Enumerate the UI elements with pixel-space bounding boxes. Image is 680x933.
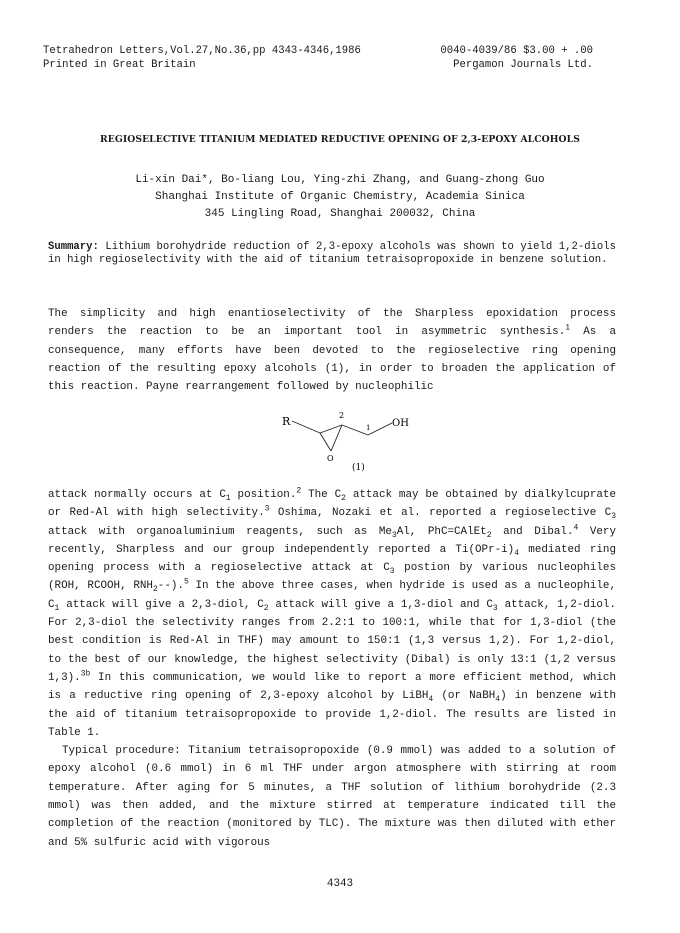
text: ) in benzene with the aid of titanium tetraisopropoxide to provide 1,2-diol. The results are listed in Table 1. xyxy=(48,690,616,739)
subscript: 4 xyxy=(428,695,434,705)
epoxide-oxygen-label: O xyxy=(327,454,334,463)
subscript: 4 xyxy=(514,549,520,559)
epoxy-alcohol-structure xyxy=(280,405,430,475)
text: attack with organoaluminium reagents, such as Me xyxy=(48,525,392,538)
address: 345 Lingling Road, Shanghai 200032, China xyxy=(204,208,476,220)
compound-number: (1) xyxy=(352,463,365,473)
affiliation: Shanghai Institute of Organic Chemistry, Academia Sinica xyxy=(155,191,525,203)
text: (or NaBH xyxy=(433,690,496,703)
journal-header xyxy=(43,44,593,72)
citation-ref[interactable]: 2 xyxy=(296,486,302,496)
summary xyxy=(48,241,616,266)
subscript: 4 xyxy=(495,695,501,705)
text: and Dibal. xyxy=(491,525,574,538)
article-title: REGIOSELECTIVE TITANIUM MEDIATED REDUCTIVE OPENING OF 2,3-EPOXY ALCOHOLS xyxy=(100,134,580,145)
text: postion by various nucleophiles (ROH, RCOOH, RNH xyxy=(48,562,616,593)
subscript: 2 xyxy=(152,585,158,595)
text: In the above three cases, when hydride is used as a nucleophile, C xyxy=(48,580,616,611)
text: --). xyxy=(157,580,184,593)
hydroxyl-label: OH xyxy=(392,418,409,429)
text: Very recently, Sharpless and our group independently reported a Ti(OPr-i) xyxy=(48,525,616,556)
subscript: 3 xyxy=(389,567,395,577)
intro-text: The simplicity and high enantioselectivity of the Sharpless epoxidation process renders the reaction to be an important tool in asymmetric synthesis. xyxy=(48,308,616,339)
subscript: 3 xyxy=(492,603,498,613)
citation-ref[interactable]: 5 xyxy=(183,577,189,587)
text: The C xyxy=(301,489,342,501)
text: attack will give a 1,3-diol and C xyxy=(268,598,493,611)
subscript: 2 xyxy=(263,603,269,613)
author-block xyxy=(0,172,680,223)
text: attack will give a 2,3-diol, C xyxy=(59,598,264,611)
intro-text-cont: As a consequence, many efforts have been devoted to the regioselective ring opening reaction of the resulting epoxy alcohols (1), in order to broaden the application of this reaction. Payne rearrangement followed by nucleophilic xyxy=(48,326,616,394)
citation-ref[interactable]: 3 xyxy=(264,504,270,514)
text: In this communication, we would like to report a more efficient method, which is a reductive ring opening of 2,3-epoxy alcohol by LiBH xyxy=(48,671,616,703)
carbon-2-label: 2 xyxy=(339,411,345,420)
citation-ref[interactable]: 3b xyxy=(80,669,91,679)
text: mediated ring opening process with a regioselective attack at C xyxy=(48,543,616,575)
publisher: Pergamon Journals Ltd. xyxy=(453,59,593,71)
r-group-label: R xyxy=(282,415,291,428)
paragraph-intro xyxy=(48,305,616,396)
text: attack may be obtained by dialkylcuprate or Red-Al with high selectivity. xyxy=(48,489,616,520)
text: Oshima, Nozaki et al. reported a regioselective C xyxy=(269,507,612,520)
summary-text: Lithium borohydride reduction of 2,3-epoxy alcohols was shown to yield 1,2-diols in high regioselectivity with the aid of titanium tetraisopropoxide in benzene solution. xyxy=(48,241,616,266)
text: attack, 1,2-diol. For 2,3-diol the selectivity ranges from 2.2:1 to 100:1, while that for 1,3-diol (the best condition is Red-Al in THF) may amount to 150:1 (1,3 versus 1,2). For 1,2-diol, to the best of our knowledge, the highest selectivity (Dibal) is only 13:1 (1,2 versus 1,3). xyxy=(48,598,616,684)
citation-ref[interactable]: 1 xyxy=(565,323,571,333)
printed-in: Printed in Great Britain xyxy=(43,59,196,71)
summary-label: Summary: xyxy=(48,241,99,253)
subscript: 2 xyxy=(486,530,492,540)
paragraph-main xyxy=(48,486,616,852)
text: Al, PhC=CAlEt xyxy=(396,525,487,538)
subscript: 3 xyxy=(611,512,616,522)
issn-price: 0040-4039/86 $3.00 + .00 xyxy=(440,45,593,57)
page-number: 4343 xyxy=(326,878,354,890)
citation-ref[interactable]: 4 xyxy=(573,522,579,532)
text: attack normally occurs at C xyxy=(48,489,226,501)
subscript: 3 xyxy=(391,530,397,540)
carbon-1-label: 1 xyxy=(366,424,371,432)
subscript: 2 xyxy=(341,494,346,504)
author-list: Li-xin Dai*, Bo-liang Lou, Ying-zhi Zhang, and Guang-zhong Guo xyxy=(135,174,545,186)
text: position. xyxy=(230,489,297,501)
subscript: 1 xyxy=(225,494,231,504)
journal-citation: Tetrahedron Letters,Vol.27,No.36,pp 4343-4346,1986 xyxy=(43,45,361,57)
subscript: 1 xyxy=(54,603,60,613)
paragraph-procedure: Typical procedure: Titanium tetraisopropoxide (0.9 mmol) was added to a solution of epoxy alcohol (0.6 mmol) in 6 ml THF under argon atmosphere with stirring at room temperature. After aging for 5 minutes, a THF solution of lithium borohydride (2.3 mmol) was then added, and the mixture stirred at temperature indicated till the completion of the reaction (monitored by TLC). The mixture was then diluted with ether and 5% sulfuric acid with vigorous xyxy=(48,745,616,849)
